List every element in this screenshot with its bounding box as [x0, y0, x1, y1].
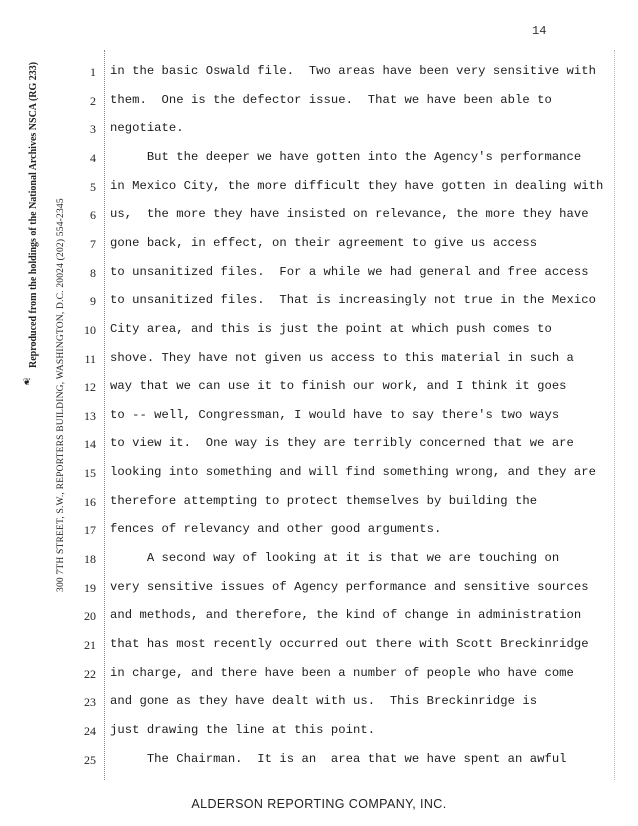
transcript-line: negotiate. — [110, 121, 184, 136]
transcript-line: and gone as they have dealt with us. This Breckinridge is — [110, 694, 538, 709]
line-number: 1 — [90, 65, 96, 79]
right-margin-rule — [614, 50, 616, 780]
line-number: 23 — [84, 695, 96, 710]
line-number: 25 — [84, 752, 96, 767]
transcript-line: gone back, in effect, on their agreement to give us access — [110, 235, 538, 250]
transcript-line: and methods, and therefore, the kind of change in administration — [110, 608, 582, 623]
line-number: 15 — [84, 466, 96, 481]
reporter-address: 300 7TH STREET, S.W., REPORTERS BUILDING, WASHINGTON, D.C. 20024 (202) 554-2345 — [56, 198, 66, 592]
line-number: 13 — [84, 408, 96, 423]
transcript-line: shove. They have not given us access to this material in such a — [110, 350, 574, 365]
line-number: 10 — [84, 322, 96, 337]
transcript-line: in Mexico City, the more difficult they have gotten in dealing with — [110, 178, 604, 193]
transcript-line: A second way of looking at it is that we are touching on — [110, 551, 560, 566]
line-number: 12 — [84, 380, 96, 395]
transcript-line: to view it. One way is they are terribly concerned that we are — [110, 436, 574, 451]
transcript-line: fences of relevancy and other good arguments. — [110, 522, 442, 537]
line-number: 2 — [90, 93, 96, 108]
transcript-line: just drawing the line at this point. — [110, 722, 376, 737]
transcript-line: therefore attempting to protect themselves by building the — [110, 493, 538, 508]
line-number: 3 — [90, 122, 96, 137]
line-number: 5 — [90, 179, 96, 194]
line-number: 16 — [84, 494, 96, 509]
transcript-line: way that we can use it to finish our work, and I think it goes — [110, 379, 567, 394]
transcript-line: in the basic Oswald file. Two areas have been very sensitive with — [110, 64, 597, 78]
transcript-line: us, the more they have insisted on relevance, the more they have — [110, 207, 589, 222]
transcript-line: that has most recently occurred out there with Scott Breckinridge — [110, 637, 589, 651]
line-number: 24 — [84, 723, 96, 738]
line-number: 8 — [90, 265, 96, 280]
left-margin-rule — [104, 50, 106, 780]
transcript-line: in charge, and there have been a number of people who have come — [110, 665, 574, 680]
transcript-line: them. One is the defector issue. That we have been able to — [110, 92, 552, 107]
line-number: 19 — [84, 580, 96, 595]
footer-reporting-company: ALDERSON REPORTING COMPANY, INC. — [191, 797, 447, 811]
transcript-line: very sensitive issues of Agency performance and sensitive sources — [110, 579, 589, 594]
line-number: 18 — [84, 552, 96, 567]
line-number: 22 — [84, 666, 96, 681]
archive-stamp-icon: ❦ — [23, 375, 31, 389]
line-number: 17 — [84, 523, 96, 538]
line-number: 9 — [90, 294, 96, 309]
transcript-line: City area, and this is just the point at which push comes to — [110, 321, 552, 336]
page-number: 14 — [532, 24, 547, 38]
line-number: 21 — [84, 638, 96, 652]
transcript-line: to -- well, Congressman, I would have to say there's two ways — [110, 407, 560, 422]
transcript-line: to unsanitized files. That is increasingly not true in the Mexico — [110, 293, 597, 308]
line-number: 20 — [84, 609, 96, 624]
transcript-line: to unsanitized files. For a while we had general and free access — [110, 264, 589, 279]
transcript-line: looking into something and will find something wrong, and they are — [110, 465, 597, 480]
line-number: 14 — [84, 437, 96, 452]
line-number: 11 — [84, 351, 96, 366]
transcript-line: The Chairman. It is an area that we have spent an awful — [110, 751, 567, 766]
line-number: 4 — [90, 150, 96, 165]
transcript-line: But the deeper we have gotten into the Agency's performance — [110, 149, 582, 164]
line-number: 7 — [90, 236, 96, 251]
archive-reproduction-note: Reproduced from the holdings of the National Archives NSCA (RG 233) — [28, 61, 39, 368]
line-number: 6 — [90, 208, 96, 223]
